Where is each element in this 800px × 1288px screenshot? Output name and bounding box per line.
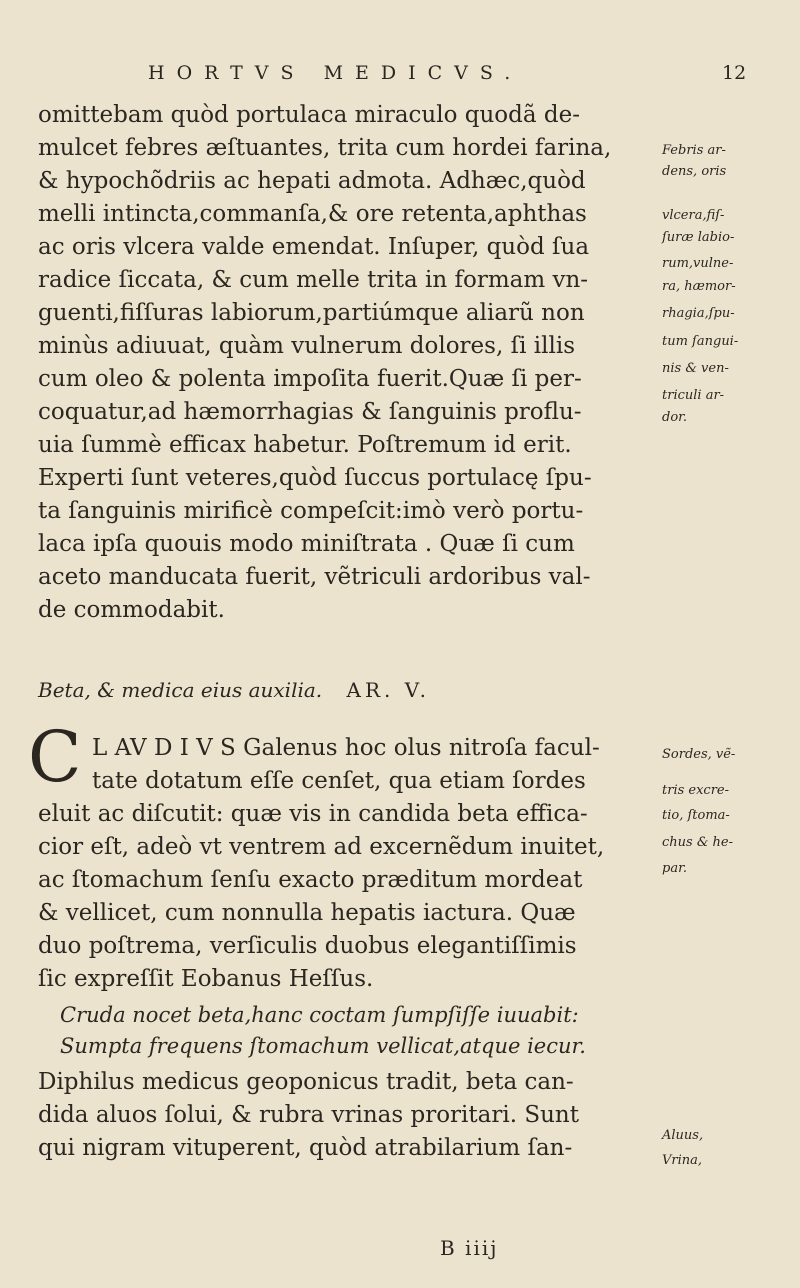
text-line: ac ſtomachum ſenſu exacto præditum mordeat bbox=[38, 867, 583, 893]
margin-note: dor. bbox=[662, 410, 688, 425]
text-line: Experti ſunt veteres,quòd ſuccus portulacę ſpu- bbox=[38, 465, 592, 491]
margin-note: ſuræ labio- bbox=[662, 230, 735, 245]
text-line: guenti,fiſſuras labiorum,partiúmque aliarũ non bbox=[38, 300, 585, 326]
margin-note: nis & ven- bbox=[662, 361, 729, 376]
text-line: dida aluos ſolui, & rubra vrinas proritari. Sunt bbox=[38, 1102, 579, 1128]
margin-note: vlcera,fiſ- bbox=[662, 208, 725, 223]
running-title: HORTVS MEDICVS. bbox=[148, 62, 523, 84]
signature-mark: B iiij bbox=[440, 1236, 499, 1260]
margin-note: tio, ſtoma- bbox=[662, 808, 730, 823]
margin-note: triculi ar- bbox=[662, 388, 725, 403]
margin-note: dens, oris bbox=[662, 164, 727, 179]
text-line: omittebam quòd portulaca miraculo quodã de- bbox=[38, 102, 580, 128]
text-line: radice ſiccata, & cum melle trita in formam vn- bbox=[38, 267, 589, 293]
text-line: Diphilus medicus geoponicus tradit, beta can- bbox=[38, 1069, 574, 1095]
margin-note: rum,vulne- bbox=[662, 256, 734, 271]
text-line: cum oleo & polenta impoſita fuerit.Quæ ſi per- bbox=[38, 366, 582, 392]
margin-note: Febris ar- bbox=[662, 143, 726, 158]
margin-note: Aluus, bbox=[662, 1128, 704, 1143]
text-line: qui nigram vituperent, quòd atrabilarium ſan- bbox=[38, 1135, 573, 1161]
margin-note: rhagia,ſpu- bbox=[662, 306, 735, 321]
margin-note: tris excre- bbox=[662, 783, 730, 798]
chapter-heading bbox=[38, 678, 430, 702]
margin-note: chus & he- bbox=[662, 835, 733, 850]
text-line: de commodabit. bbox=[38, 597, 225, 623]
page-header bbox=[0, 62, 800, 92]
text-line: aceto manducata fuerit, vẽtriculi ardoribus val- bbox=[38, 564, 591, 590]
text-line: ſic expreſſit Eobanus Heſſus. bbox=[38, 966, 374, 992]
text-line: laca ipſa quouis modo miniſtrata . Quæ ſi cum bbox=[38, 531, 575, 557]
text-line: melli intincta,commanſa,& ore retenta,aphthas bbox=[38, 201, 587, 227]
text-line: eluit ac diſcutit: quæ vis in candida beta effica- bbox=[38, 801, 588, 827]
chapter-title: Beta, & medica eius auxilia. bbox=[38, 678, 323, 702]
margin-note: ra, hæmor- bbox=[662, 279, 736, 294]
margin-note: Vrina, bbox=[662, 1153, 703, 1168]
margin-note: Sordes, vẽ- bbox=[662, 747, 736, 762]
text-line: ta ſanguinis mirificè compeſcit:imò verò portu- bbox=[38, 498, 584, 524]
chapter-number: AR. V. bbox=[346, 678, 431, 702]
text-line: mulcet febres æſtuantes, trita cum hordei farina, bbox=[38, 135, 612, 161]
drop-cap: C bbox=[28, 716, 82, 798]
text-line: cior eſt, adeò vt ventrem ad excernẽdum inuitet, bbox=[38, 834, 605, 860]
text-line: coquatur,ad hæmorrhagias & ſanguinis proflu- bbox=[38, 399, 582, 425]
margin-note: par. bbox=[662, 861, 687, 876]
text-line: minùs adiuuat, quàm vulnerum dolores, ſi illis bbox=[38, 333, 575, 359]
text-line: L AV D I V S Galenus hoc olus nitroſa facul- bbox=[92, 735, 600, 761]
verse-line: Sumpta frequens ſtomachum vellicat,atque iecur. bbox=[60, 1034, 586, 1058]
text-line: duo poſtrema, verſiculis duobus elegantiſſimis bbox=[38, 933, 577, 959]
text-line: & hypochõdriis ac hepati admota. Adhæc,quòd bbox=[38, 168, 586, 194]
margin-note: tum ſangui- bbox=[662, 334, 739, 349]
text-line: tate dotatum eſſe cenſet, qua etiam ſordes bbox=[92, 768, 586, 794]
page-number: 12 bbox=[722, 62, 747, 84]
text-line: uia ſummè efficax habetur. Poſtremum id erit. bbox=[38, 432, 572, 458]
text-line: & vellicet, cum nonnulla hepatis iactura. Quæ bbox=[38, 900, 576, 926]
text-line: ac oris vlcera valde emendat. Inſuper, quòd ſua bbox=[38, 234, 590, 260]
verse-line: Cruda nocet beta,hanc coctam ſumpſiſſe iuuabit: bbox=[60, 1003, 579, 1027]
